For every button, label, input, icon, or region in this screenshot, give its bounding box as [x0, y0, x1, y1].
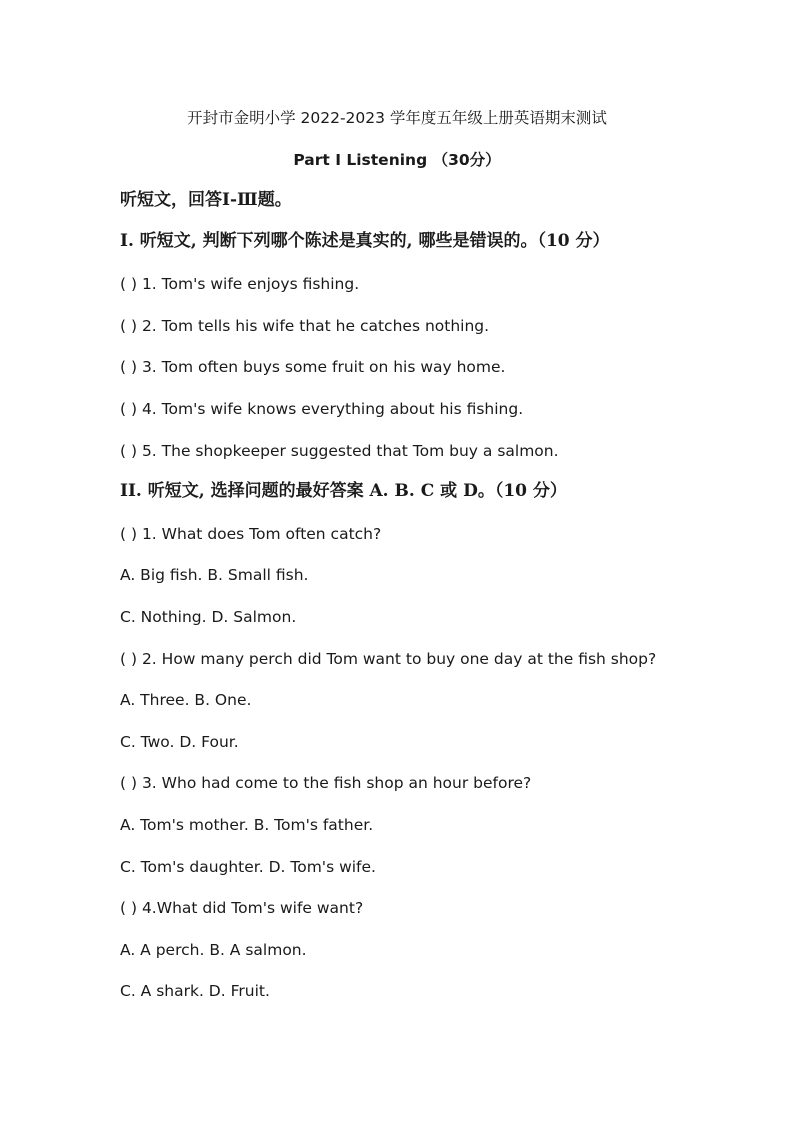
- document-title: 开封市金明小学 2022-2023 学年度五年级上册英语期末测试: [187, 109, 607, 127]
- options-line: C. Two. D. Four.: [120, 733, 239, 751]
- section1-item: ( ) 5. The shopkeeper suggested that Tom buy a salmon.: [120, 442, 559, 460]
- question-line: ( ) 3. Who had come to the fish shop an hour before?: [120, 774, 532, 792]
- section1-item: ( ) 2. Tom tells his wife that he catches nothing.: [120, 317, 490, 335]
- section1-item: ( ) 1. Tom's wife enjoys fishing.: [120, 275, 360, 293]
- options-line: C. A shark. D. Fruit.: [120, 982, 270, 1000]
- section1-heading: I. 听短文, 判断下列哪个陈述是真实的, 哪些是错误的。（10 分）: [120, 231, 610, 251]
- options-line: C. Tom's daughter. D. Tom's wife.: [120, 858, 376, 876]
- instruction: 听短文，回答Ⅰ-Ⅲ题。: [120, 190, 292, 210]
- question-line: ( ) 2. How many perch did Tom want to buy one day at the fish shop?: [120, 650, 657, 668]
- section1-item: ( ) 3. Tom often buys some fruit on his way home.: [120, 358, 506, 376]
- question-line: ( ) 4.What did Tom's wife want?: [120, 899, 364, 917]
- options-line: A. A perch. B. A salmon.: [120, 941, 307, 959]
- part-heading: Part Ⅰ Listening （30分）: [293, 151, 501, 169]
- options-line: A. Big fish. B. Small fish.: [120, 566, 309, 584]
- question-line: ( ) 1. What does Tom often catch?: [120, 525, 382, 543]
- options-line: A. Tom's mother. B. Tom's father.: [120, 816, 374, 834]
- section2-heading: II. 听短文, 选择问题的最好答案 A. B. C 或 D。（10 分）: [120, 481, 567, 501]
- options-line: C. Nothing. D. Salmon.: [120, 608, 297, 626]
- section1-item: ( ) 4. Tom's wife knows everything about his fishing.: [120, 400, 524, 418]
- options-line: A. Three. B. One.: [120, 691, 252, 709]
